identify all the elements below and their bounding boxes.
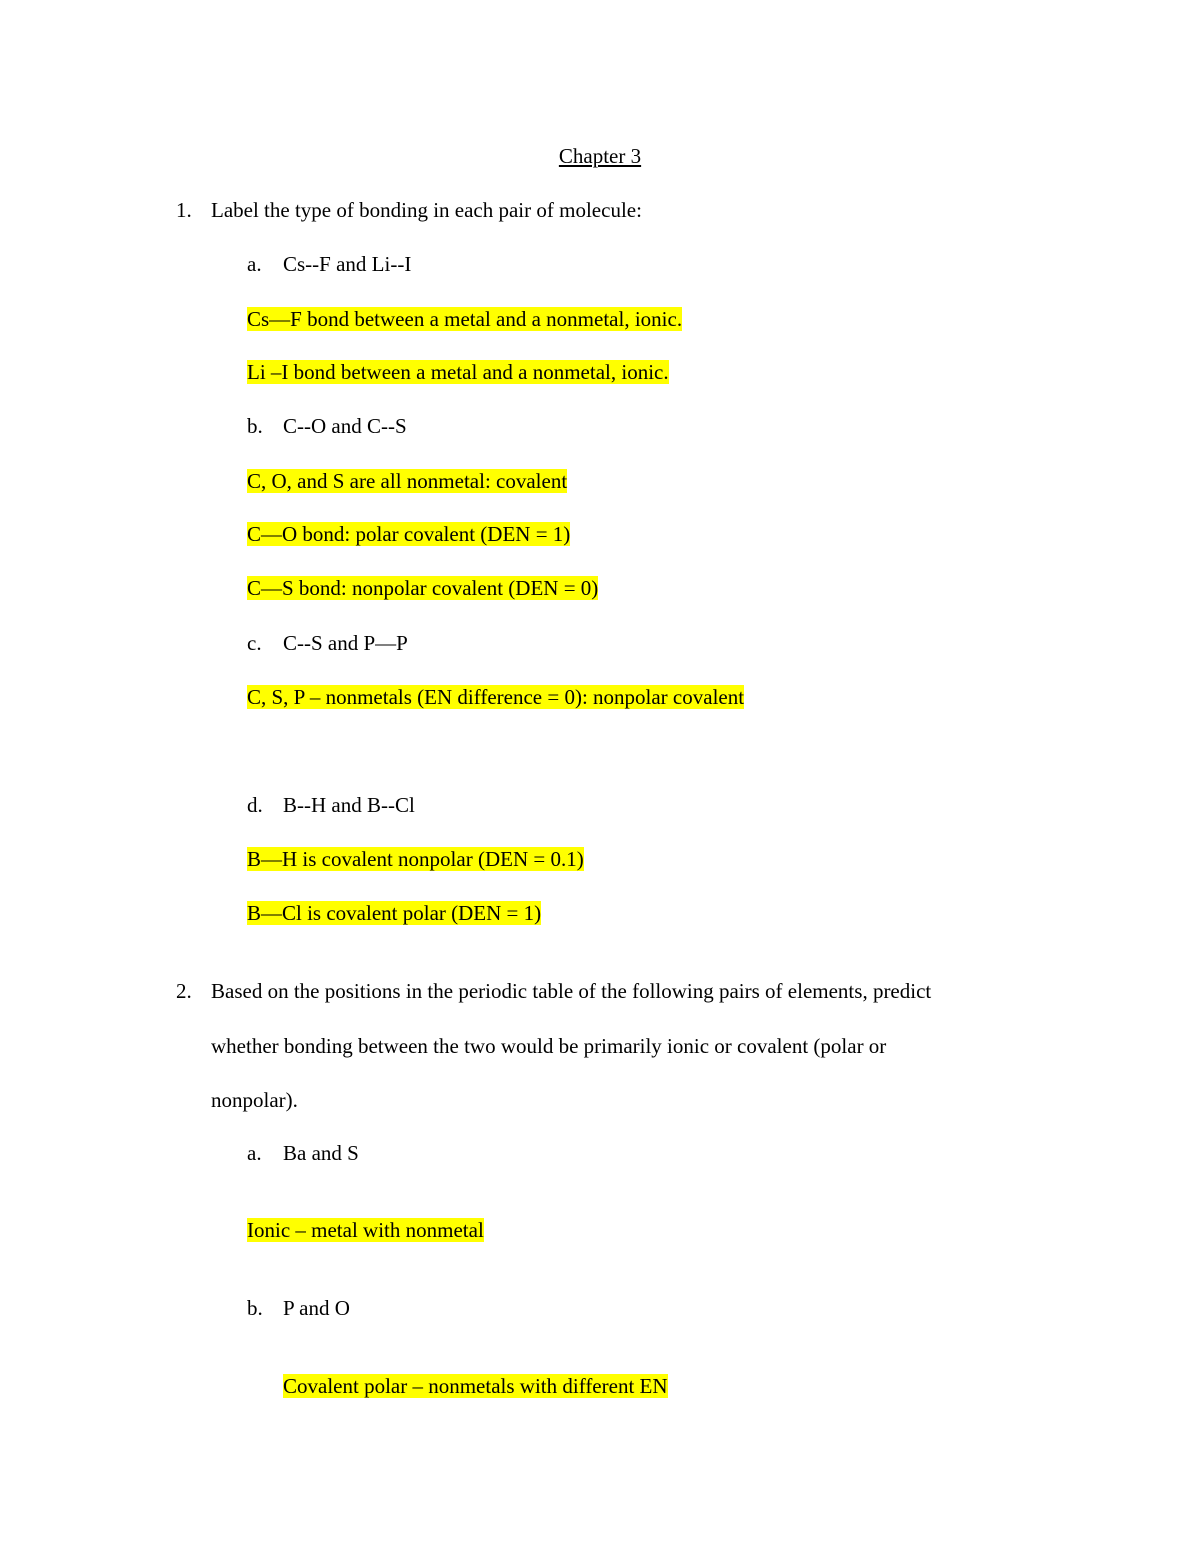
q1a-label: a. — [247, 252, 262, 276]
q2b-text: P and O — [283, 1296, 350, 1320]
q1a-answer-2: Li –I bond between a metal and a nonmetal, ionic. — [247, 360, 669, 384]
q1d-label: d. — [247, 793, 263, 817]
q2-number: 2. — [176, 979, 192, 1003]
q1-prompt: Label the type of bonding in each pair of molecule: — [211, 198, 642, 222]
q2-prompt-line-1: Based on the positions in the periodic table of the following pairs of elements, predict — [211, 979, 932, 1003]
q1d-answer-2: B—Cl is covalent polar (DEN = 1) — [247, 901, 542, 925]
page-title: Chapter 3 — [558, 144, 642, 168]
q1c-text: C--S and P—P — [283, 631, 408, 655]
q1a-answer-1: Cs—F bond between a metal and a nonmetal, ionic. — [247, 307, 683, 331]
q1b-answer-3: C—S bond: nonpolar covalent (DEN = 0) — [247, 576, 599, 600]
q2b-label: b. — [247, 1296, 263, 1320]
q2a-text: Ba and S — [283, 1141, 359, 1165]
q1d-text: B--H and B--Cl — [283, 793, 415, 817]
q1-number: 1. — [176, 198, 192, 222]
q1a-text: Cs--F and Li--I — [283, 252, 412, 276]
q2-prompt-line-2: whether bonding between the two would be primarily ionic or covalent (polar or — [211, 1034, 887, 1058]
q1d-answer-1: B—H is covalent nonpolar (DEN = 0.1) — [247, 847, 584, 871]
q1c-label: c. — [247, 631, 262, 655]
q1b-text: C--O and C--S — [283, 414, 407, 438]
q1c-answer-1: C, S, P – nonmetals (EN difference = 0): nonpolar covalent — [247, 685, 745, 709]
q2-prompt-line-3: nonpolar). — [211, 1088, 298, 1112]
q1b-answer-1: C, O, and S are all nonmetal: covalent — [247, 469, 568, 493]
q2a-answer: Ionic – metal with nonmetal — [247, 1218, 484, 1242]
q2a-label: a. — [247, 1141, 262, 1165]
q1b-answer-2: C—O bond: polar covalent (DEN = 1) — [247, 522, 571, 546]
q1b-label: b. — [247, 414, 263, 438]
q2b-answer: Covalent polar – nonmetals with different EN — [283, 1374, 668, 1398]
